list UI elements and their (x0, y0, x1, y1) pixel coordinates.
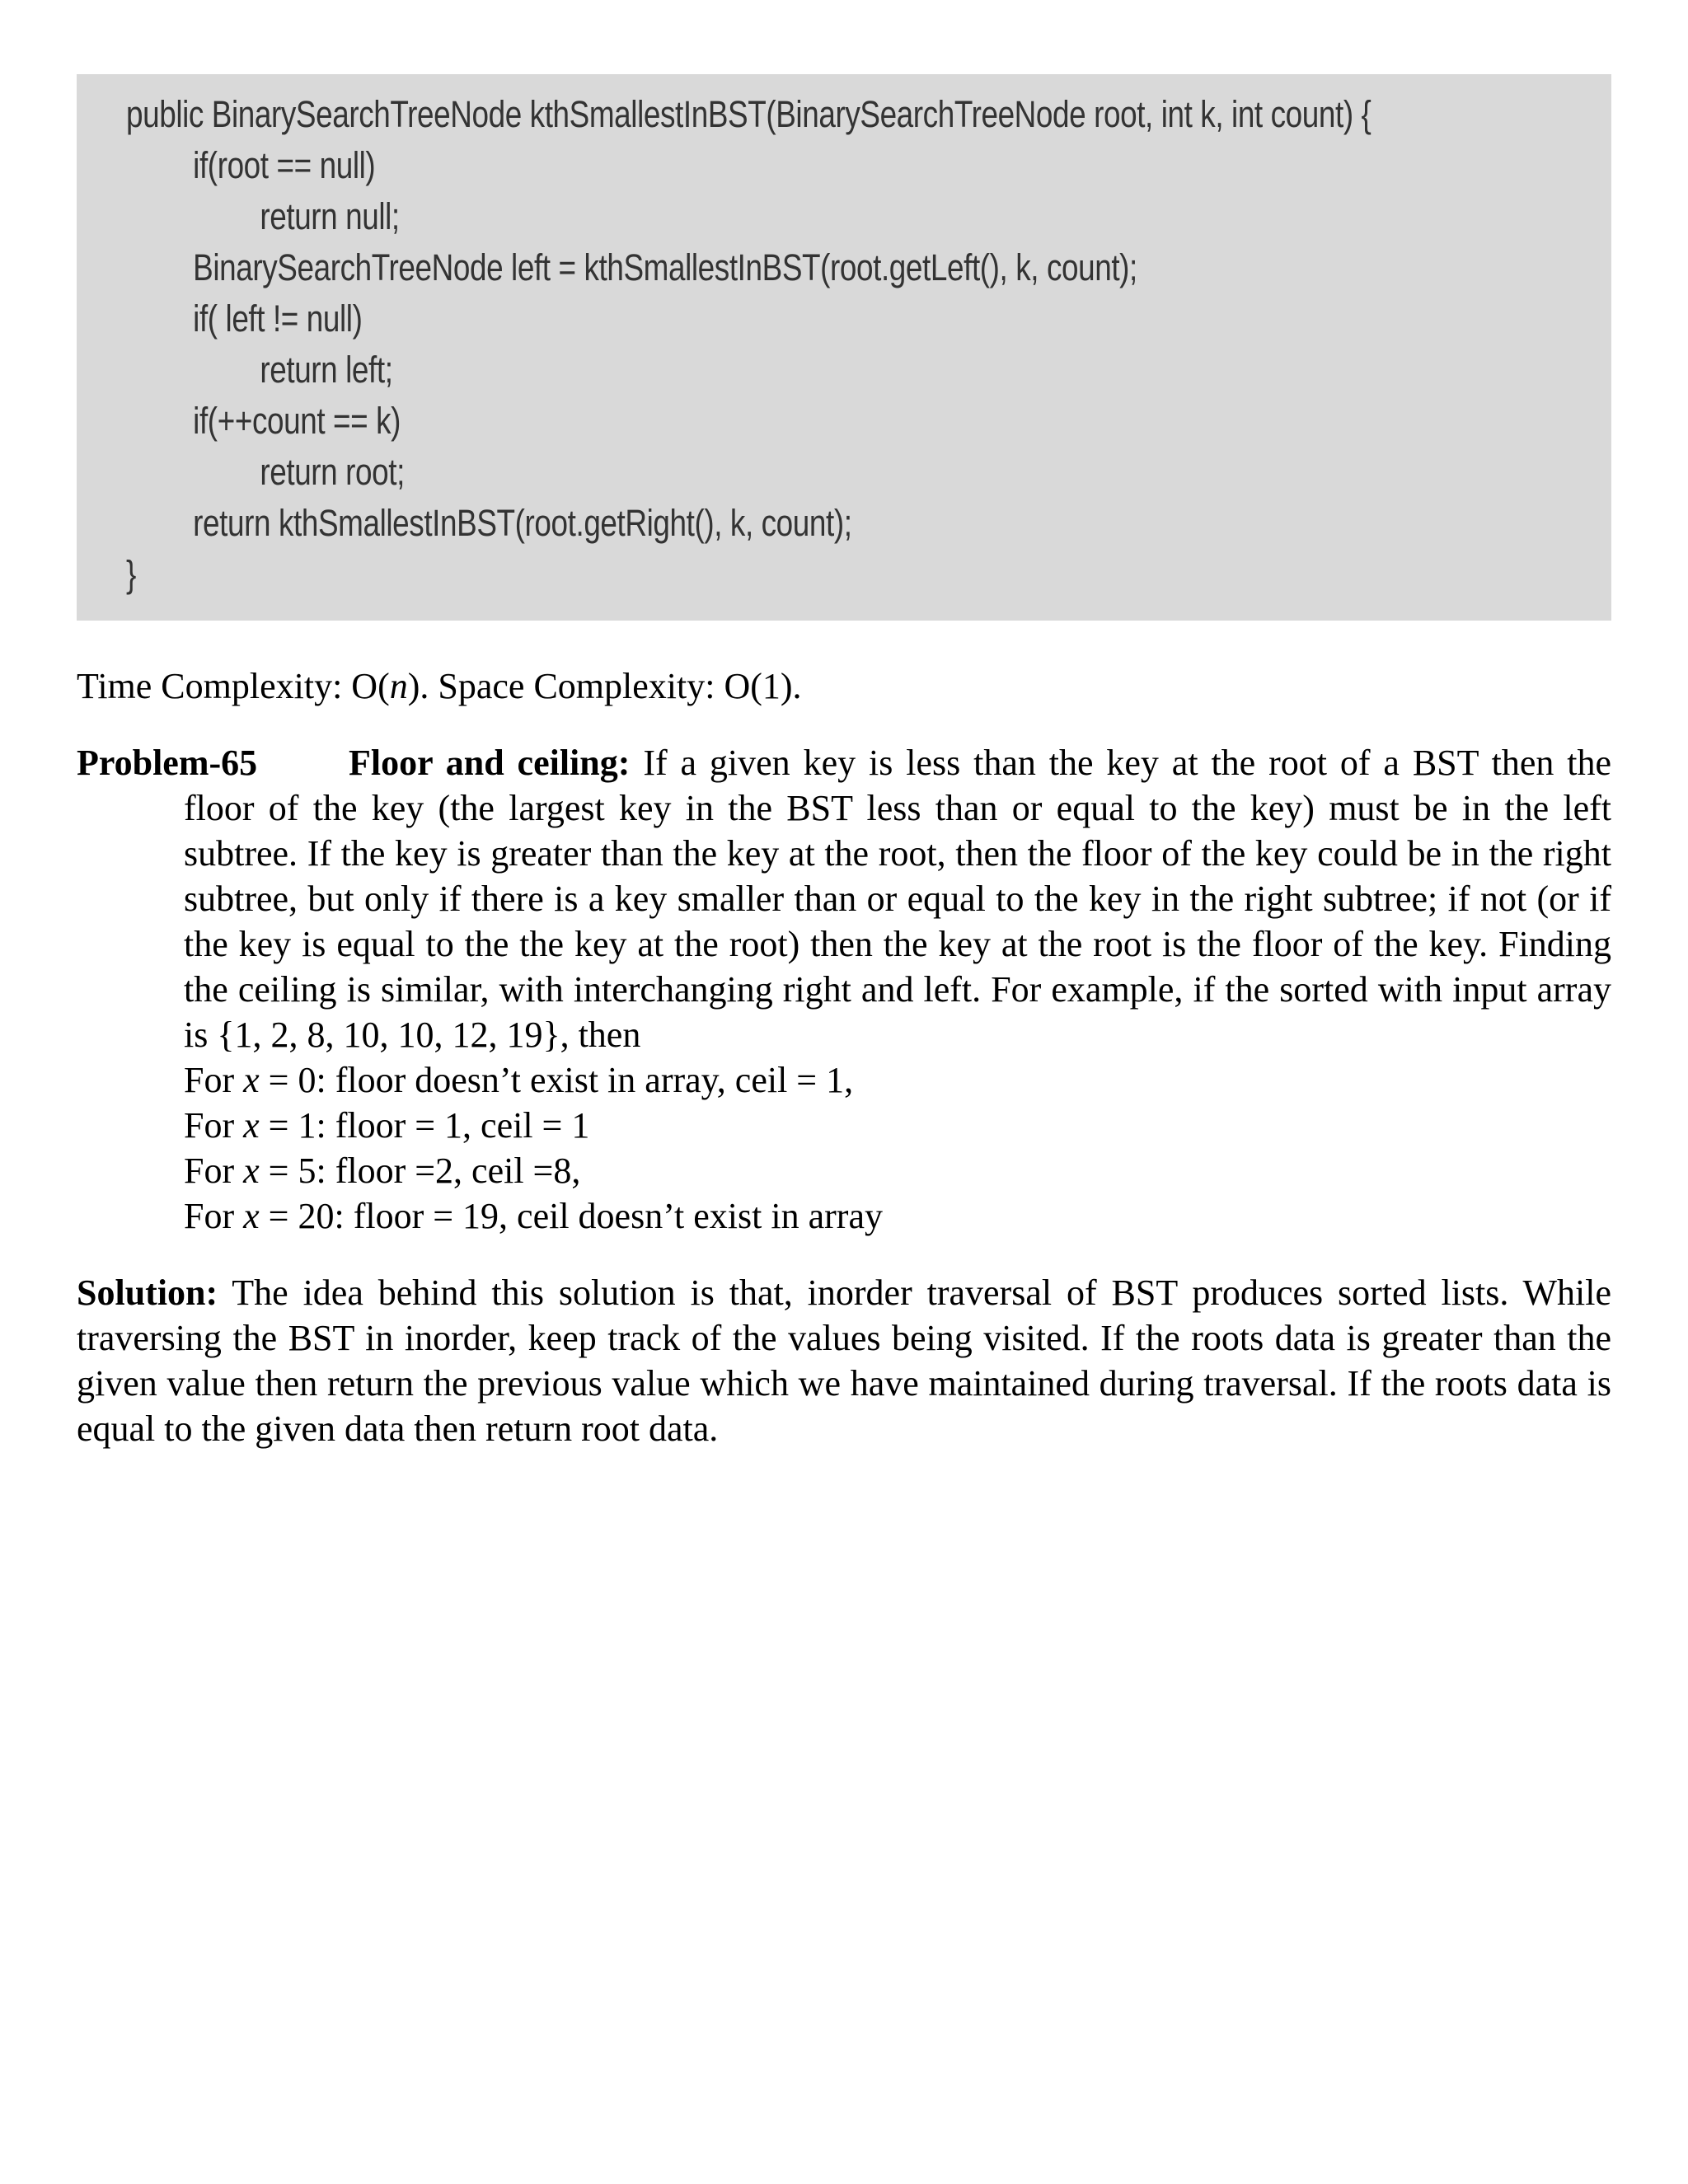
code-line: } (126, 553, 136, 595)
problem-statement (77, 740, 1611, 1239)
example-text: = 0: floor doesn’t exist in array, ceil = 1, (259, 1060, 854, 1100)
code-line: public BinarySearchTreeNode kthSmallestInBST(BinarySearchTreeNode root, int k, int count) { (126, 93, 1372, 135)
problem-title: Floor and ceiling: (349, 743, 631, 783)
example-line (184, 1193, 1611, 1239)
example-line (184, 1148, 1611, 1193)
example-text: = 1: floor = 1, ceil = 1 (259, 1105, 590, 1146)
example-variable: x (243, 1196, 260, 1236)
complexity-suffix: ). Space Complexity: O(1). (407, 666, 802, 706)
problem-body: If a given key is less than the key at the root of a BST then the floor of the key (the largest key in the BST less than or equal to the key) must be in the left subtree. If the key is greater than the key at the root, then the floor of the key could be in the right subtree, but only if there is a key smaller than or equal to the key in the right subtree; if not (or if the key is equal to the the key at the root) then the key at the root is the floor of the key. Finding the ceiling is similar, with interchanging right and left. For example, if the sorted with input array is {1, 2, 8, 10, 10, 12, 19}, then (184, 743, 1611, 1055)
page-content (77, 74, 1611, 1488)
example-variable: x (243, 1151, 260, 1191)
solution-label: Solution: (77, 1272, 218, 1313)
code-line: return root; (260, 451, 405, 493)
example-prefix: For (184, 1151, 244, 1191)
solution-text: The idea behind this solution is that, inorder traversal of BST produces sorted lists. While traversing the BST in inorder, keep track of the values being visited. If the roots data is greater than the given value then return the previous value which we have maintained during traversal. If the roots data is equal to the given data then return root data. (77, 1272, 1611, 1449)
complexity-prefix: Time Complexity: O( (77, 666, 390, 706)
complexity-statement (77, 663, 1611, 709)
example-text: = 5: floor =2, ceil =8, (259, 1151, 581, 1191)
problem-number: Problem-65 (77, 743, 258, 783)
example-prefix: For (184, 1196, 244, 1236)
example-text: = 20: floor = 19, ceil doesn’t exist in array (259, 1196, 883, 1236)
code-block (77, 74, 1611, 621)
code-line: if( left != null) (193, 298, 363, 340)
code-line: return left; (260, 349, 393, 391)
example-variable: x (243, 1105, 260, 1146)
code-line: if(++count == k) (193, 400, 401, 442)
code-line: return null; (260, 195, 400, 237)
code-line: return kthSmallestInBST(root.getRight(), k, count); (193, 502, 852, 544)
complexity-variable: n (389, 666, 408, 706)
code-line: if(root == null) (193, 144, 376, 186)
problem-lead (77, 743, 349, 783)
example-line (184, 1103, 1611, 1148)
example-prefix: For (184, 1105, 244, 1146)
code-line: BinarySearchTreeNode left = kthSmallestInBST(root.getLeft(), k, count); (193, 246, 1137, 288)
solution-paragraph (77, 1270, 1611, 1451)
example-prefix: For (184, 1060, 244, 1100)
example-variable: x (243, 1060, 260, 1100)
example-line (184, 1057, 1611, 1103)
